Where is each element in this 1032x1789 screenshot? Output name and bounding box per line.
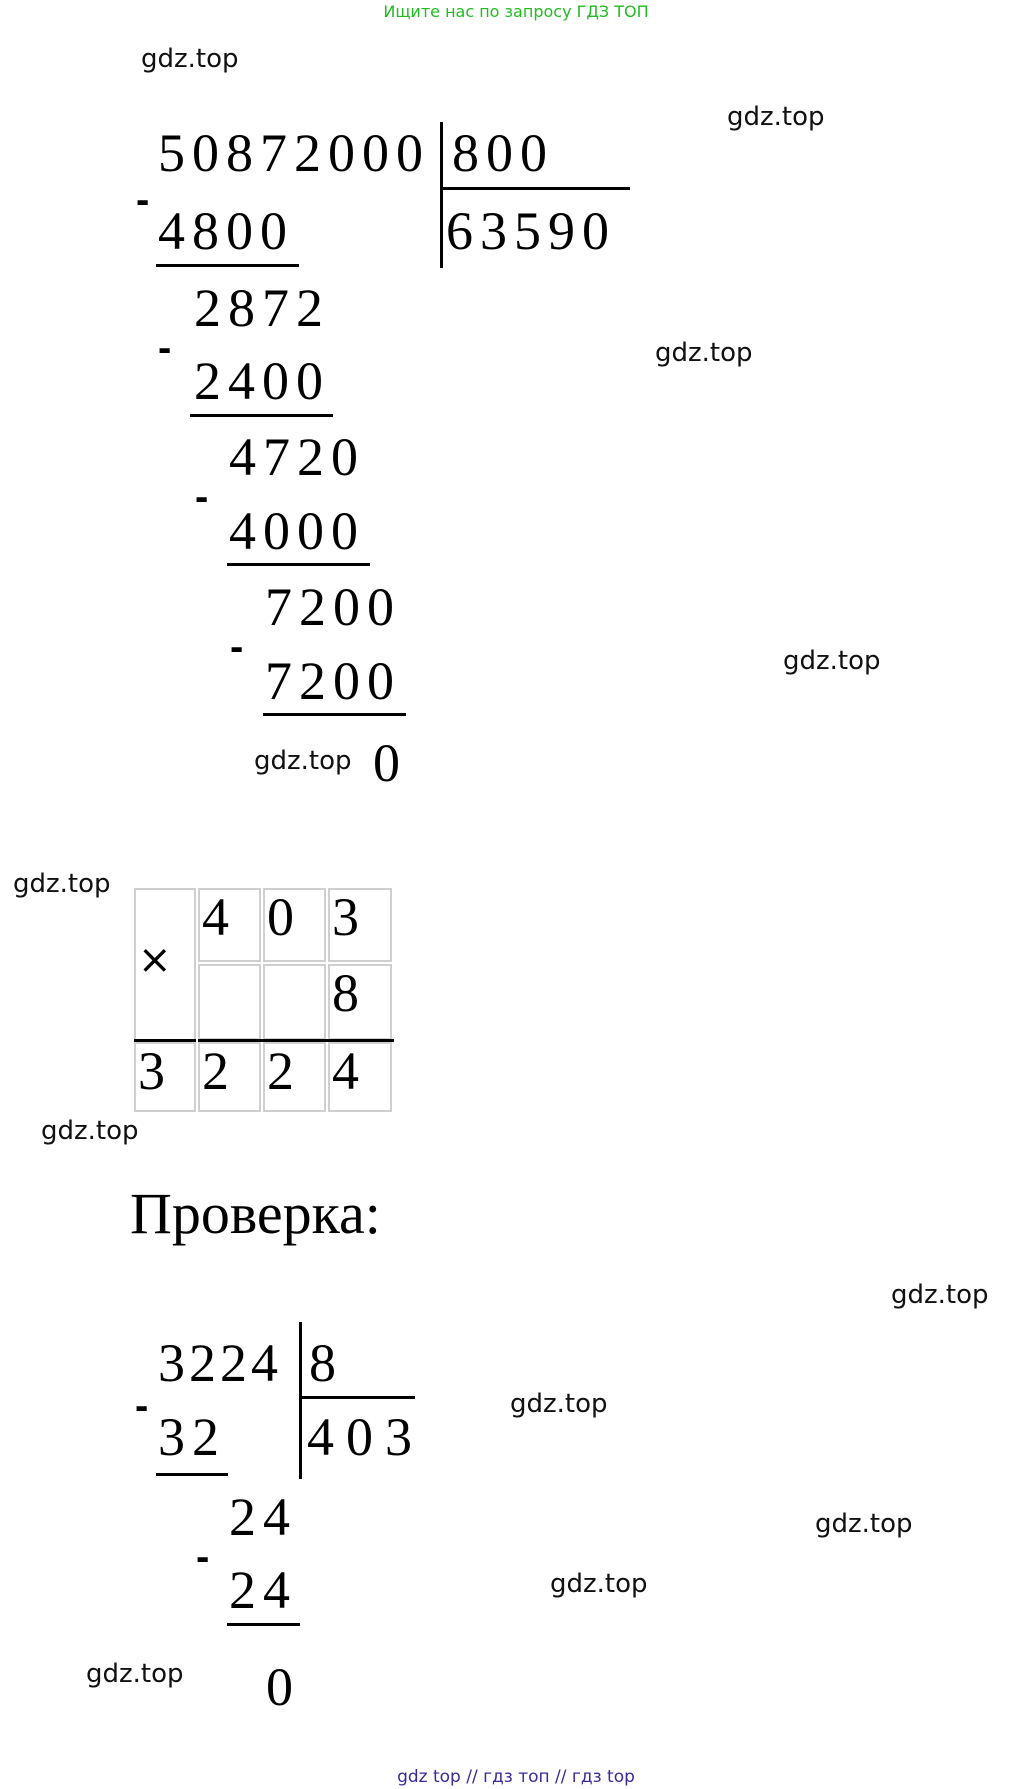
minus-sign: - [230,625,244,669]
subtraction-line [227,1623,300,1626]
minus-sign: - [158,326,172,370]
check-heading: Проверка: [130,1181,381,1246]
subtrahend: 7200 [265,651,401,711]
divisor-underline [442,187,630,190]
subtrahend: 2400 [194,351,330,411]
result-cell: 4 [328,1042,392,1112]
final-remainder: 0 [373,733,407,793]
subtraction-line [227,563,370,566]
subtrahend: 4800 [158,201,294,261]
remainder: 2872 [194,278,330,338]
division-bar [440,122,443,268]
subtrahend: 24 [229,1560,297,1620]
watermark: gdz.top [254,746,352,776]
grid-cell: 3 [328,888,392,962]
watermark: gdz.top [13,869,111,899]
grid-cell: 0 [263,888,326,962]
subtraction-line [263,713,406,716]
divisor: 800 [452,123,554,183]
subtraction-line [190,414,333,417]
watermark: gdz.top [727,102,825,132]
remainder: 7200 [265,577,401,637]
final-remainder: 0 [266,1657,300,1717]
remainder: 24 [229,1487,297,1547]
remainder: 4720 [229,427,365,487]
grid-cell [263,964,326,1040]
minus-sign: - [136,178,150,222]
division-bar [299,1322,302,1479]
subtraction-line [156,264,299,267]
subtrahend: 4000 [229,501,365,561]
watermark: gdz.top [815,1509,913,1539]
bottom-banner[interactable]: gdz top // гдз топ // гдз top [397,1767,635,1787]
watermark: gdz.top [86,1659,184,1689]
quotient: 63590 [446,201,616,261]
subtraction-line [156,1473,228,1476]
watermark: gdz.top [141,44,239,74]
result-cell: 3 [134,1042,196,1112]
quotient: 403 [307,1407,424,1467]
top-banner[interactable]: Ищите нас по запросу ГДЗ ТОП [383,2,649,21]
grid-cell-sign [134,888,196,1040]
grid-cell: 4 [198,888,261,962]
subtrahend: 32 [158,1407,226,1467]
watermark: gdz.top [891,1280,989,1310]
minus-sign: - [195,475,209,519]
grid-cell: 8 [328,964,392,1040]
watermark: gdz.top [510,1389,608,1419]
dividend: 3224 [158,1333,282,1393]
result-cell: 2 [198,1042,261,1112]
watermark: gdz.top [783,646,881,676]
dividend: 50872000 [158,123,430,183]
minus-sign: - [196,1535,210,1579]
divisor: 8 [309,1333,343,1393]
result-cell: 2 [263,1042,326,1112]
watermark: gdz.top [41,1116,139,1146]
divisor-underline [301,1396,415,1399]
watermark: gdz.top [550,1569,648,1599]
minus-sign: - [135,1384,149,1428]
grid-cell [198,964,261,1040]
multiply-icon: × [138,937,172,983]
watermark: gdz.top [655,338,753,368]
